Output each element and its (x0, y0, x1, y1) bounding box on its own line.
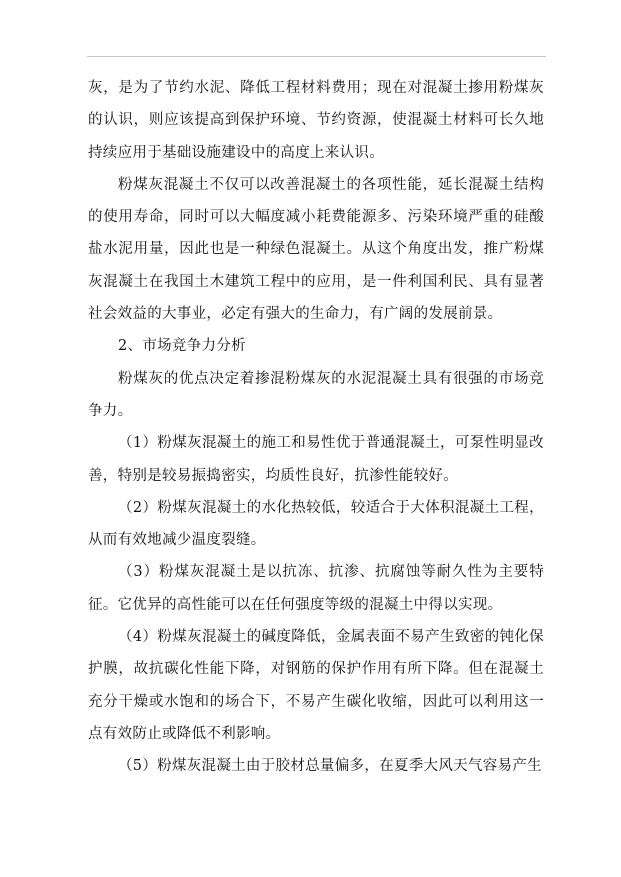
paragraph-environmental-significance: 灰，是为了节约水泥、降低工程材料费用；现在对混凝土掺用粉煤灰的认识，则应该提高到保护环境、节约资源，使混凝土材料可长久地持续应用于基础设施建设中的高度上来认识。 (88, 80, 544, 161)
list-item-1: （1）粉煤灰混凝土的施工和易性优于普通混凝土，可泵性明显改善，特别是较易振捣密实，均质性良好，抗渗性能较好。 (88, 435, 544, 484)
list-item-2: （2）粉煤灰混凝土的水化热较低，较适合于大体积混凝土工程，从而有效地减少温度裂缝。 (88, 499, 544, 549)
header-divider (87, 56, 546, 57)
list-item-3: （3）粉煤灰混凝土是以抗冻、抗渗、抗腐蚀等耐久性为主要特征。它优异的高性能可以在任何强度等级的混凝土中得以实现。 (88, 564, 544, 613)
document-body (88, 72, 544, 783)
list-item-4: （4）粉煤灰混凝土的碱度降低，金属表面不易产生致密的钝化保护膜，故抗碳化性能下降，对钢筋的保护作用有所下降。但在混凝土充分干燥或水饱和的场合下，不易产生碳化收缩，因此可以利用这一点有效防止或降低不利影响。 (88, 629, 544, 742)
section-heading-market-analysis: 2、市场竞争力分析 (118, 338, 246, 355)
list-item-5: （5）粉煤灰混凝土由于胶材总量偏多，在夏季大风天气容易产生 (118, 758, 542, 775)
paragraph-market-intro: 粉煤灰的优点决定着掺混粉煤灰的水泥混凝土具有很强的市场竞争力。 (88, 370, 544, 419)
paragraph-green-concrete: 粉煤灰混凝土不仅可以改善混凝土的各项性能，延长混凝土结构的使用寿命，同时可以大幅度减小耗费能源多、污染环境严重的硅酸盐水泥用量，因此也是一种绿色混凝土。从这个角度出发，推广粉煤灰混凝土在我国土木建筑工程中的应用，是一件利国利民、具有显著社会效益的大事业，必定有强大的生命力，有广阔的发展前景。 (88, 176, 544, 323)
